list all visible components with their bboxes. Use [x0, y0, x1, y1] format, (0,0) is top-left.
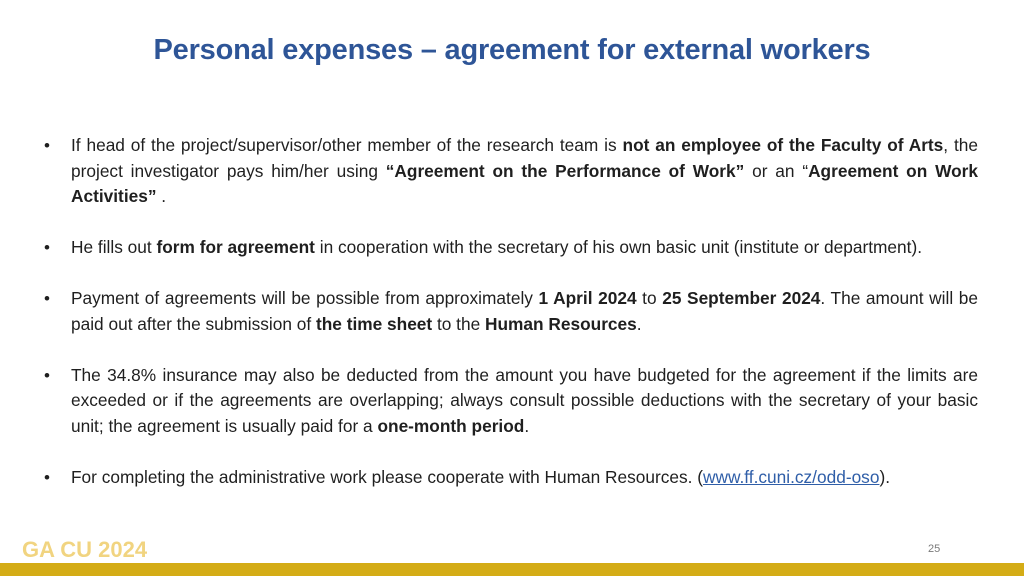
footer-label: GA CU 2024 — [22, 537, 148, 562]
text-run: , the project investigator pays him/her using — [71, 135, 978, 181]
bullet-item-insurance — [42, 363, 978, 440]
bold-text: one-month period — [377, 415, 525, 436]
bullet-list — [42, 133, 978, 516]
text-run: For completing the administrative work please cooperate with Human Resources. ( — [71, 466, 704, 487]
bold-text: “Agreement on the Performance of Work” — [385, 160, 745, 181]
bullet-icon: • — [44, 365, 50, 385]
bullet-icon: • — [44, 467, 50, 487]
footer-bar — [0, 563, 1024, 576]
text-run: . The amount will be paid out after the submission of — [71, 288, 979, 334]
slide-title: Personal expenses – agreement for external workers — [153, 34, 871, 66]
bold-text: Agreement on Work Activities” — [71, 160, 978, 206]
page-number: 25 — [928, 543, 941, 555]
bullet-icon: • — [44, 289, 50, 308]
text-run: or an “ — [744, 160, 809, 181]
bullet-item-payment-dates — [42, 286, 978, 337]
bold-text: form for agreement — [156, 237, 315, 257]
bold-text: Human Resources — [485, 313, 637, 334]
bold-text: the time sheet — [315, 313, 433, 334]
bullet-item-form — [42, 235, 978, 261]
text-run: . — [636, 313, 642, 334]
bold-text: not an employee of the Faculty of Arts — [622, 135, 944, 155]
text-run: . — [524, 415, 530, 436]
text-run: to — [636, 288, 663, 308]
hr-website-link[interactable]: www.ff.cuni.cz/odd-oso — [703, 466, 880, 487]
bullet-item-human-resources — [42, 465, 978, 491]
text-run: to the — [432, 313, 486, 334]
text-run: Payment of agreements will be possible from approximately — [71, 288, 539, 308]
bullet-text — [71, 465, 978, 491]
text-run: ). — [879, 466, 890, 487]
text-run: . — [156, 186, 167, 206]
start-date: 1 April 2024 — [538, 288, 637, 308]
bullet-text — [71, 363, 978, 440]
bullet-icon: • — [44, 238, 50, 257]
text-run: in cooperation with the secretary of his own basic unit (institute or department). — [314, 237, 923, 257]
bullet-icon: • — [44, 136, 50, 155]
bullet-text — [71, 286, 978, 337]
text-run: If head of the project/supervisor/other member of the research team is — [71, 135, 623, 155]
bullet-item-external-worker — [42, 133, 978, 210]
bullet-text — [71, 133, 978, 210]
text-run: The 34.8% insurance may also be deducted from the amount you have budgeted for the agreement if the limits are exceeded or if the agreements are overlapping; always consult possible deductions with the secretary of your basic unit; the agreement is usually paid for a — [71, 364, 978, 436]
bullet-text — [71, 235, 978, 261]
end-date: 25 September 2024 — [662, 288, 821, 308]
text-run: He fills out — [71, 237, 157, 257]
